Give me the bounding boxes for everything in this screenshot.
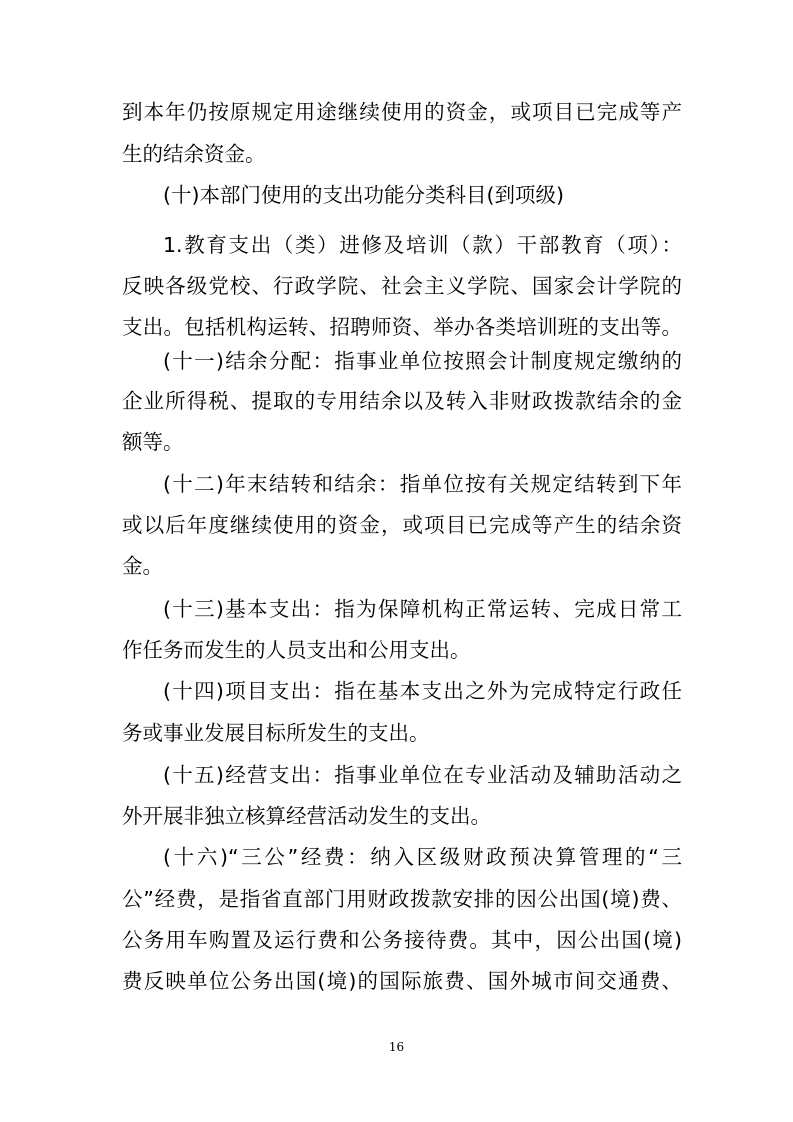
text-line: 或以后年度继续使用的资金，或项目已完成等产生的结余资 [122,513,682,537]
text-line: (十二)年末结转和结余：指单位按有关规定结转到下年 [163,472,682,496]
text-line: (十一)结余分配：指事业单位按照会计制度规定缴纳的 [163,349,682,373]
text-line: 反映各级党校、行政学院、社会主义学院、国家会计学院的 [122,274,682,298]
text-line: (十六)“三公”经费：纳入区级财政预决算管理的“三 [163,845,682,869]
text-line: 作任务而发生的人员支出和公用支出。 [122,638,471,662]
text-line: 生的结余资金。 [122,142,266,166]
text-line: 金。 [122,554,163,578]
text-line: 额等。 [122,430,184,454]
text-line: 公务用车购置及运行费和公务接待费。其中，因公出国(境) [122,928,682,952]
section-heading: (十)本部门使用的支出功能分类科目(到项级) [163,183,564,207]
text-line: 公”经费，是指省直部门用财政拨款安排的因公出国(境)费、 [122,887,682,911]
text-line: 企业所得税、提取的专用结余以及转入非财政拨款结余的金 [122,389,682,413]
text-line: 费反映单位公务出国(境)的国际旅费、国外城市间交通费、 [122,969,682,993]
text-line: (十五)经营支出：指事业单位在专业活动及辅助活动之 [163,763,682,787]
text-line: 支出。包括机构运转、招聘师资、举办各类培训班的支出等。 [122,315,682,339]
text-line: 1.教育支出（类）进修及培训（款）干部教育（项）： [163,233,682,257]
text-line: 到本年仍按原规定用途继续使用的资金，或项目已完成等产 [122,100,682,124]
text-line: 务或事业发展目标所发生的支出。 [122,721,430,745]
text-line: (十三)基本支出：指为保障机构正常运转、完成日常工 [163,597,682,621]
text-line: (十四)项目支出：指在基本支出之外为完成特定行政任 [163,679,682,703]
page-number: 16 [388,1040,405,1054]
text-line: 外开展非独立核算经营活动发生的支出。 [122,804,491,828]
